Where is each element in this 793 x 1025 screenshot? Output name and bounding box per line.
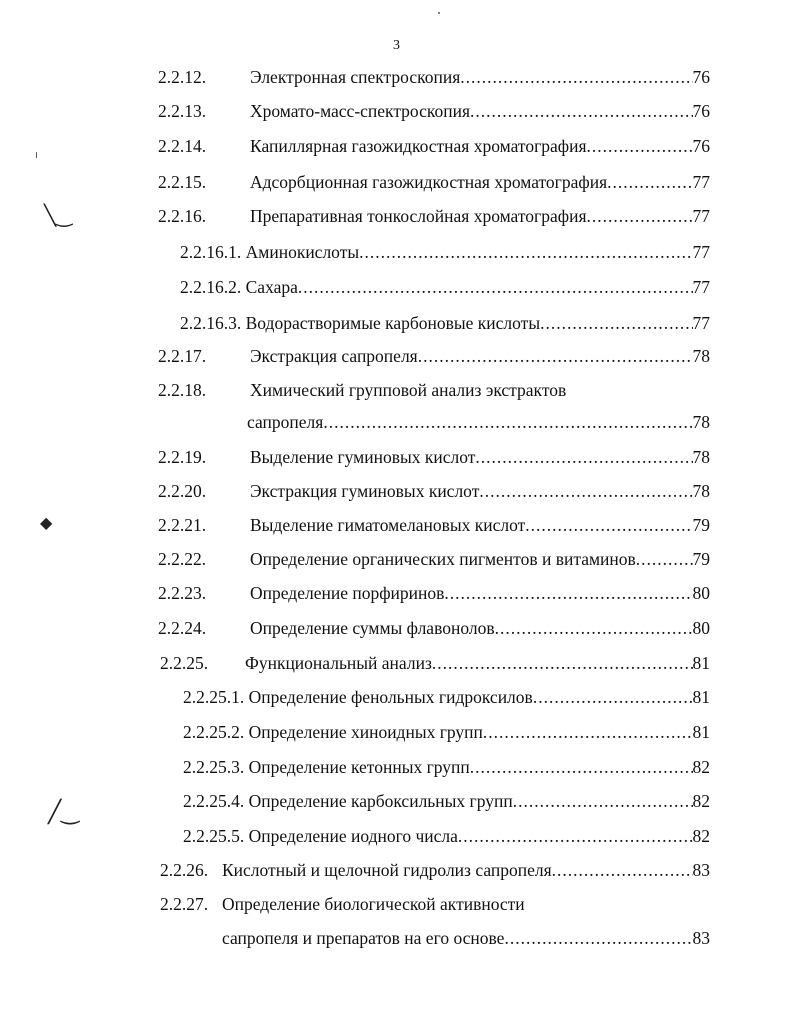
margin-mark-3: ╱‿	[48, 800, 79, 825]
toc-entry	[0, 860, 793, 886]
toc-title-line	[250, 583, 710, 604]
toc-page: 76	[692, 67, 710, 87]
toc-page: 79	[692, 515, 710, 535]
toc-title: Химический групповой анализ экстрактов	[250, 380, 567, 400]
toc-page: 83	[692, 860, 710, 880]
toc-page: 77	[692, 242, 710, 262]
toc-number: 2.2.16.1.	[180, 242, 242, 262]
toc-title-line	[183, 687, 710, 708]
toc-number: 2.2.12.	[158, 67, 207, 87]
toc-number: 2.2.17.	[158, 346, 207, 366]
toc-entry	[0, 757, 793, 783]
toc-title: Функциональный анализ	[245, 653, 432, 673]
toc-entry	[0, 894, 793, 920]
toc-title-line	[183, 826, 710, 847]
toc-number: 2.2.15.	[158, 172, 207, 192]
toc-title: Кислотный и щелочной гидролиз сапропеля	[222, 860, 552, 880]
toc-title: Определение кетонных групп	[248, 757, 470, 777]
toc-page: 78	[692, 412, 710, 432]
leader-dots	[458, 826, 693, 847]
toc-number: 2.2.20.	[158, 481, 207, 501]
toc-title: Препаративная тонкослойная хроматография	[250, 206, 587, 226]
toc-page: 77	[692, 206, 710, 226]
leader-dots	[587, 206, 693, 227]
toc-entry	[0, 481, 793, 507]
toc-page: 76	[692, 101, 710, 121]
toc-title: Адсорбционная газожидкостная хроматография	[250, 172, 608, 192]
leader-dots	[470, 757, 693, 778]
toc-entry-continuation	[0, 412, 793, 438]
leader-dots	[587, 136, 693, 157]
leader-dots	[552, 860, 693, 881]
leader-dots	[636, 549, 693, 570]
toc-title: Определение фенольных гидроксилов	[248, 687, 533, 707]
toc-number: 2.2.23.	[158, 583, 207, 603]
toc-page: 77	[692, 277, 710, 297]
leader-dots	[540, 313, 692, 334]
toc-page: 79	[692, 549, 710, 569]
toc-entry	[0, 346, 793, 372]
toc-title: сапропеля и препаратов на его основе	[222, 928, 505, 948]
toc-title-line	[222, 860, 710, 881]
toc-title-line	[222, 894, 710, 915]
toc-title-line	[183, 722, 710, 743]
leader-dots	[359, 242, 692, 263]
toc-page: 78	[692, 481, 710, 501]
leader-dots	[479, 481, 692, 502]
toc-page: 82	[692, 757, 710, 777]
leader-dots	[460, 67, 692, 88]
toc-entry	[0, 380, 793, 406]
leader-dots	[525, 515, 692, 536]
toc-title-line	[180, 277, 710, 298]
toc-entry	[0, 687, 793, 713]
toc-page: 81	[692, 687, 710, 707]
toc-page: 78	[692, 447, 710, 467]
toc-title-line	[250, 380, 710, 401]
toc-number: 2.2.18.	[158, 380, 207, 400]
toc-title: Выделение гиматомелановых кислот	[250, 515, 526, 535]
toc-title-line	[250, 549, 710, 570]
toc-page: 82	[692, 791, 710, 811]
toc-title: Определение суммы флавонолов	[250, 618, 495, 638]
toc-page: 81	[692, 653, 710, 673]
page-number: 3	[393, 38, 400, 53]
toc-number: 2.2.25.5.	[183, 826, 245, 846]
toc-page: 81	[692, 722, 710, 742]
leader-dots	[444, 583, 692, 604]
leader-dots	[495, 618, 693, 639]
leader-dots	[513, 791, 693, 812]
toc-entry-continuation	[0, 928, 793, 954]
toc-entry	[0, 447, 793, 473]
leader-dots	[475, 447, 692, 468]
toc-title-line	[250, 447, 710, 468]
toc-title: Хромато-масс-спектроскопия	[250, 101, 471, 121]
toc-page: 78	[692, 346, 710, 366]
leader-dots	[432, 653, 693, 674]
toc-number: 2.2.14.	[158, 136, 207, 156]
toc-title-line	[250, 101, 710, 122]
scan-speck	[438, 12, 440, 14]
toc-title: Экстракция сапропеля	[250, 346, 418, 366]
toc-entry	[0, 67, 793, 93]
toc-page: 76	[692, 136, 710, 156]
toc-page: 80	[692, 618, 710, 638]
toc-entry	[0, 172, 793, 198]
leader-dots	[533, 687, 693, 708]
toc-title: Определение хиноидных групп	[248, 722, 483, 742]
margin-mark-1: ╲‿	[44, 203, 73, 227]
toc-entry	[0, 136, 793, 162]
toc-title: Определение порфиринов	[250, 583, 445, 603]
toc-number: 2.2.21.	[158, 515, 207, 535]
toc-entry	[0, 583, 793, 609]
toc-entry	[0, 242, 793, 268]
toc-title: сапропеля	[247, 412, 324, 432]
toc-number: 2.2.25.3.	[183, 757, 245, 777]
toc-title-line	[250, 136, 710, 157]
toc-number: 2.2.27.	[160, 894, 209, 914]
toc-number: 2.2.25.2.	[183, 722, 245, 742]
toc-number: 2.2.16.2.	[180, 277, 242, 297]
toc-entry	[0, 618, 793, 644]
toc-number: 2.2.25.	[160, 653, 209, 673]
margin-mark-2: ◆	[40, 513, 53, 532]
toc-entry	[0, 826, 793, 852]
toc-number: 2.2.25.1.	[183, 687, 245, 707]
toc-title: Определение иодного числа	[248, 826, 458, 846]
toc-title-line	[247, 412, 710, 433]
toc-entry	[0, 791, 793, 817]
toc-entry	[0, 206, 793, 232]
leader-dots	[483, 722, 693, 743]
leader-dots	[418, 346, 693, 367]
toc-title-line	[222, 928, 710, 949]
leader-dots	[470, 101, 692, 122]
toc-entry	[0, 313, 793, 339]
leader-dots	[504, 928, 692, 949]
toc-number: 2.2.25.4.	[183, 791, 245, 811]
toc-page: 80	[692, 583, 710, 603]
toc-title-line	[250, 515, 710, 536]
toc-number: 2.2.16.3.	[180, 313, 242, 333]
toc-title-line	[183, 791, 710, 812]
toc-title: Экстракция гуминовых кислот	[250, 481, 480, 501]
toc-title: Сахара	[245, 277, 298, 297]
leader-dots	[323, 412, 692, 433]
toc-number: 2.2.13.	[158, 101, 207, 121]
toc-title: Водорастворимые карбоновые кислоты	[245, 313, 541, 333]
toc-title-line	[250, 346, 710, 367]
toc-entry	[0, 653, 793, 679]
toc-number: 2.2.26.	[160, 860, 209, 880]
toc-number: 2.2.22.	[158, 549, 207, 569]
toc-page: 77	[692, 172, 710, 192]
toc-title: Аминокислоты	[245, 242, 360, 262]
toc-title-line	[250, 481, 710, 502]
toc-title-line	[250, 618, 710, 639]
toc-title-line	[250, 67, 710, 88]
toc-page: 82	[692, 826, 710, 846]
toc-entry	[0, 277, 793, 303]
toc-entry	[0, 515, 793, 541]
toc-entry	[0, 101, 793, 127]
leader-dots	[607, 172, 692, 193]
toc-entry	[0, 722, 793, 748]
toc-number: 2.2.19.	[158, 447, 207, 467]
toc-page: 83	[692, 928, 710, 948]
toc-page: 77	[692, 313, 710, 333]
toc-number: 2.2.16.	[158, 206, 207, 226]
leader-dots	[298, 277, 693, 298]
toc-title-line	[180, 313, 710, 334]
toc-title-line	[250, 172, 710, 193]
toc-title: Определение биологической активности	[222, 894, 525, 914]
toc-title-line	[245, 653, 710, 674]
toc-title: Выделение гуминовых кислот	[250, 447, 476, 467]
toc-entry	[0, 549, 793, 575]
toc-title: Электронная спектроскопия	[250, 67, 461, 87]
toc-number: 2.2.24.	[158, 618, 207, 638]
toc-title-line	[180, 242, 710, 263]
toc-title: Капиллярная газожидкостная хроматография	[250, 136, 587, 156]
toc-title-line	[183, 757, 710, 778]
toc-title: Определение органических пигментов и витаминов	[250, 549, 636, 569]
toc-title: Определение карбоксильных групп	[248, 791, 513, 811]
toc-title-line	[250, 206, 710, 227]
